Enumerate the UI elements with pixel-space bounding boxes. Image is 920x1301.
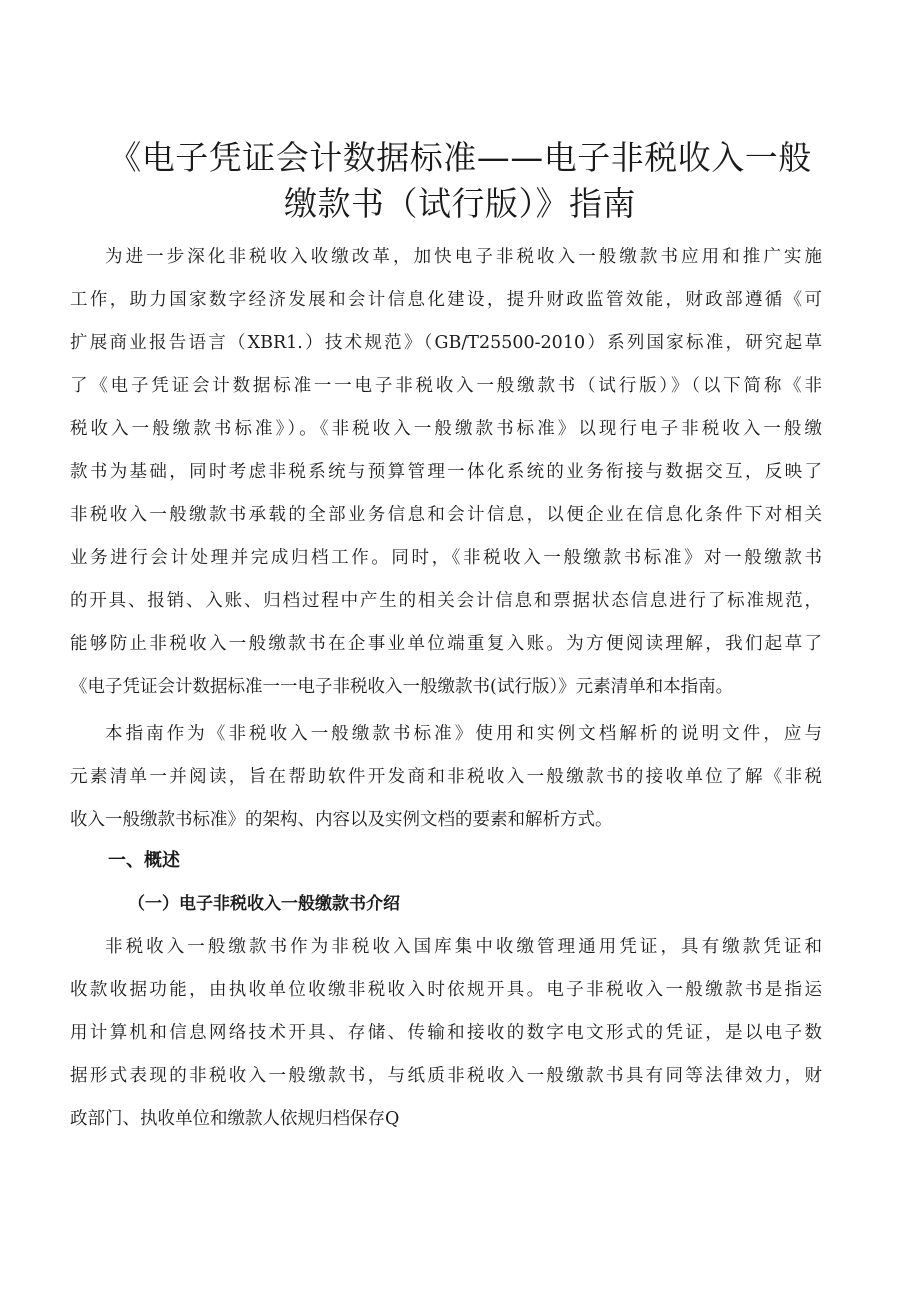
paragraph-1-line: 的开具、报销、入账、归档过程中产生的相关会计信息和票据状态信息进行了标准规范， [70,591,822,611]
paragraph-1-line: 《电子凭证会计数据标准一一电子非税收入一般缴款书(试行版）》元素清单和本指南。 [70,677,734,697]
paragraph-1-line: 税收入一般缴款书标准》）。《非税收入一般缴款书标准》以现行电子非税收入一般缴 [70,419,822,439]
paragraph-2-line: 收入一般缴款书标准》的架构、内容以及实例文档的要素和解析方式。 [70,810,613,830]
paragraph-3-line: 收款收据功能，由执收单位收缴非税收入时依规开具。电子非税收入一般缴款书是指运 [70,980,822,1000]
paragraph-1-line: 工作，助力国家数字经济发展和会计信息化建设，提升财政监管效能，财政部遵循《可 [70,290,822,310]
paragraph-1-line: 为进一步深化非税收入收缴改革，加快电子非税收入一般缴款书应用和推广实施 [105,247,822,267]
paragraph-1-line: 非税收入一般缴款书承载的全部业务信息和会计信息，以便企业在信息化条件下对相关 [70,505,822,525]
paragraph-3-line: 政部门、执收单位和缴款人依规归档保存Q [70,1109,400,1129]
paragraph-3-line: 用计算机和信息网络技术开具、存储、传输和接收的数字电文形式的凭证，是以电子数 [70,1023,822,1043]
paragraph-1-line: 了《电子凭证会计数据标准一一电子非税收入一般缴款书（试行版）》（以下简称《非 [70,376,822,396]
document-title-line-2: 缴款书（试行版）》指南 [284,184,636,223]
paragraph-1-line: 款书为基础，同时考虑非税系统与预算管理一体化系统的业务衔接与数据交互，反映了 [70,462,822,482]
subsection-heading-introduction: （一）电子非税收入一般缴款书介绍 [128,894,400,914]
paragraph-2-line: 元素清单一并阅读，旨在帮助软件开发商和非税收入一般缴款书的接收单位了解《非税 [70,767,822,787]
paragraph-2-line: 本指南作为《非税收入一般缴款书标准》使用和实例文档解析的说明文件，应与 [105,724,822,744]
paragraph-1-line: 扩展商业报告语言（XBR1.）技术规范》（GB/T25500-2010）系列国家标准，研究起草 [70,333,822,353]
document-title-line-1: 《电子凭证会计数据标准——电子非税收入一般 [108,138,812,177]
paragraph-1-line: 业务进行会计处理并完成归档工作。同时，《非税收入一般缴款书标准》对一般缴款书 [70,548,822,568]
paragraph-3-line: 据形式表现的非税收入一般缴款书，与纸质非税收入一般缴款书具有同等法律效力，财 [70,1066,822,1086]
paragraph-3-line: 非税收入一般缴款书作为非税收入国库集中收缴管理通用凭证，具有缴款凭证和 [105,937,822,957]
paragraph-1-line: 能够防止非税收入一般缴款书在企事业单位端重复入账。为方便阅读理解，我们起草了 [70,634,822,654]
section-heading-overview: 一、概述 [108,850,180,871]
